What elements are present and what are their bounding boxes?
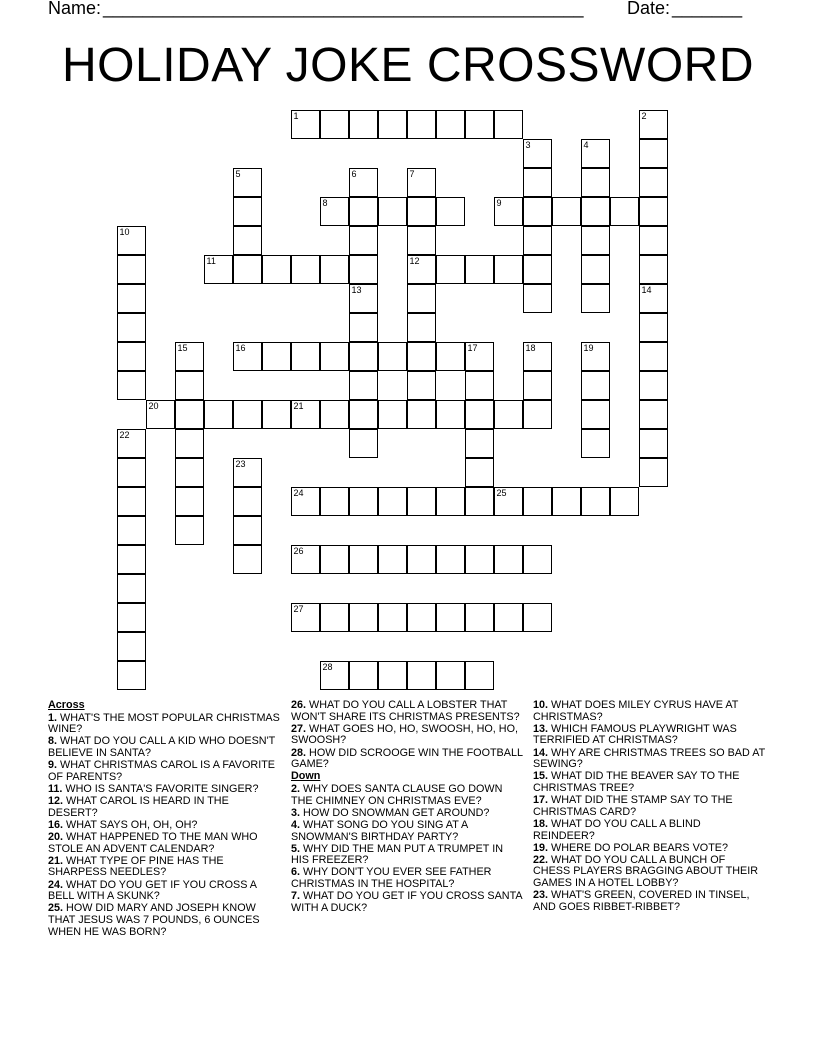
grid-cell[interactable]	[436, 110, 465, 139]
grid-cell[interactable]	[465, 603, 494, 632]
clue-text: WHAT DO YOU CALL A LOBSTER THAT WON'T SHARE ITS CHRISTMAS PRESENTS?	[291, 699, 520, 723]
grid-cell[interactable]	[117, 661, 146, 690]
clue-text: WHAT'S THE MOST POPULAR CHRISTMAS WINE?	[48, 711, 280, 736]
grid-cell[interactable]	[523, 168, 552, 197]
grid-cell[interactable]	[175, 400, 204, 429]
clue-number: 25.	[48, 902, 64, 915]
grid-cell[interactable]	[291, 255, 320, 284]
grid-cell[interactable]	[349, 313, 378, 342]
clue-text: WHO IS SANTA'S FAVORITE SINGER?	[62, 782, 259, 795]
grid-cell[interactable]	[233, 545, 262, 574]
grid-cell[interactable]	[233, 197, 262, 226]
clue-number: 4.	[291, 818, 301, 831]
grid-cell[interactable]	[378, 545, 407, 574]
grid-cell[interactable]	[436, 197, 465, 226]
grid-cell[interactable]	[233, 400, 262, 429]
cell-number: 21	[293, 400, 304, 411]
grid-cell[interactable]	[639, 429, 668, 458]
grid-cell[interactable]	[639, 255, 668, 284]
clue-text: WHAT DID THE BEAVER SAY TO THE CHRISTMAS TREE?	[533, 770, 740, 794]
clue-item	[533, 771, 765, 794]
clue-text: HOW DO SNOWMAN GET AROUND?	[300, 806, 490, 819]
down-heading: Down	[291, 770, 321, 783]
clue-number: 16.	[48, 818, 64, 831]
grid-cell[interactable]	[349, 545, 378, 574]
clue-number: 11.	[48, 782, 63, 795]
grid-cell[interactable]	[523, 400, 552, 429]
grid-cell[interactable]	[523, 226, 552, 255]
clue-column-1	[48, 700, 280, 939]
clue-item	[533, 890, 765, 913]
clue-item	[48, 736, 280, 759]
clue-text: HOW DID MARY AND JOSEPH KNOW THAT JESUS WAS 7 POUNDS, 6 OUNCES WHEN HE WAS BORN?	[48, 902, 260, 938]
grid-cell[interactable]	[523, 139, 552, 168]
cell-number: 13	[351, 284, 362, 295]
clue-text: WHAT CHRISTMAS CAROL IS A FAVORITE OF PARENTS?	[48, 759, 275, 783]
grid-cell[interactable]	[407, 110, 436, 139]
grid-cell[interactable]	[639, 197, 668, 226]
grid-cell[interactable]	[378, 400, 407, 429]
grid-cell[interactable]	[465, 661, 494, 690]
grid-cell[interactable]	[436, 603, 465, 632]
clue-text: WHERE DO POLAR BEARS VOTE?	[548, 841, 729, 854]
grid-cell[interactable]	[436, 661, 465, 690]
grid-cell[interactable]	[320, 110, 349, 139]
clue-text: WHAT'S GREEN, COVERED IN TINSEL, AND GOES RIBBET-RIBBET?	[533, 889, 750, 913]
clue-number: 13.	[533, 722, 549, 735]
clue-item	[48, 760, 280, 783]
grid-cell[interactable]	[581, 342, 610, 371]
cell-number: 24	[293, 487, 304, 498]
cell-number: 27	[293, 603, 304, 614]
clue-item	[48, 796, 280, 819]
grid-cell[interactable]	[639, 313, 668, 342]
clue-item	[48, 784, 280, 796]
grid-cell[interactable]	[349, 400, 378, 429]
clue-text: WHAT TYPE OF PINE HAS THE SHARPESS NEEDLES?	[48, 854, 224, 879]
grid-cell[interactable]	[407, 342, 436, 371]
grid-cell[interactable]	[349, 342, 378, 371]
grid-cell[interactable]	[349, 226, 378, 255]
grid-cell[interactable]	[291, 400, 320, 429]
grid-cell[interactable]	[349, 168, 378, 197]
grid-cell[interactable]	[117, 545, 146, 574]
grid-cell[interactable]	[320, 255, 349, 284]
grid-cell[interactable]	[117, 284, 146, 313]
grid-cell[interactable]	[407, 313, 436, 342]
grid-cell[interactable]	[639, 342, 668, 371]
grid-cell[interactable]	[407, 197, 436, 226]
grid-cell[interactable]	[523, 545, 552, 574]
cell-number: 8	[322, 197, 328, 208]
grid-cell[interactable]	[407, 400, 436, 429]
grid-cell[interactable]	[494, 255, 523, 284]
clue-number: 22.	[533, 853, 549, 866]
grid-cell[interactable]	[494, 603, 523, 632]
grid-cell[interactable]	[407, 284, 436, 313]
grid-cell[interactable]	[117, 516, 146, 545]
clue-text: WHAT CAROL IS HEARD IN THE DESERT?	[48, 795, 229, 819]
date-field[interactable]: _______	[672, 0, 743, 18]
clue-item	[291, 867, 523, 890]
grid-cell[interactable]	[320, 197, 349, 226]
clue-item	[291, 700, 523, 723]
grid-cell[interactable]	[233, 255, 262, 284]
clue-number: 17.	[533, 794, 549, 807]
grid-cell[interactable]	[523, 487, 552, 516]
grid-cell[interactable]	[175, 458, 204, 487]
clue-text: WHAT HAPPENED TO THE MAN WHO STOLE AN ADVENT CALENDAR?	[48, 831, 258, 855]
grid-cell[interactable]	[436, 400, 465, 429]
grid-cell[interactable]	[175, 516, 204, 545]
grid-cell[interactable]	[407, 226, 436, 255]
grid-cell[interactable]	[465, 371, 494, 400]
clue-number: 23.	[533, 889, 549, 902]
cell-number: 23	[235, 458, 246, 469]
clue-number: 9.	[48, 759, 58, 772]
clue-text: WHAT DO YOU GET IF YOU CROSS SANTA WITH A DUCK?	[291, 890, 522, 914]
grid-cell[interactable]	[320, 603, 349, 632]
grid-cell[interactable]	[291, 110, 320, 139]
grid-cell[interactable]	[465, 342, 494, 371]
grid-cell[interactable]	[349, 487, 378, 516]
clue-number: 8.	[48, 735, 58, 748]
clue-item	[48, 713, 280, 736]
grid-cell[interactable]	[581, 400, 610, 429]
cell-number: 26	[293, 545, 304, 556]
grid-cell[interactable]	[117, 371, 146, 400]
grid-cell[interactable]	[349, 197, 378, 226]
grid-cell[interactable]	[233, 342, 262, 371]
grid-cell[interactable]	[436, 255, 465, 284]
clue-item	[533, 724, 765, 747]
grid-cell[interactable]	[581, 429, 610, 458]
grid-cell[interactable]	[581, 487, 610, 516]
grid-cell[interactable]	[494, 197, 523, 226]
grid-cell[interactable]	[523, 342, 552, 371]
grid-cell[interactable]	[494, 110, 523, 139]
clue-text: WHAT SONG DO YOU SING AT A SNOWMAN'S BIRTHDAY PARTY?	[291, 818, 468, 843]
cell-number: 20	[148, 400, 159, 411]
grid-cell[interactable]	[581, 139, 610, 168]
grid-cell[interactable]	[117, 603, 146, 632]
page-title: HOLIDAY JOKE CROSSWORD	[62, 39, 754, 92]
clue-item	[533, 795, 765, 818]
clue-number: 2.	[291, 782, 301, 795]
grid-cell[interactable]	[523, 255, 552, 284]
grid-cell[interactable]	[581, 197, 610, 226]
clue-item	[533, 700, 765, 723]
grid-cell[interactable]	[465, 400, 494, 429]
clue-number: 28.	[291, 746, 307, 759]
grid-cell[interactable]	[117, 226, 146, 255]
grid-cell[interactable]	[175, 342, 204, 371]
grid-cell[interactable]	[233, 487, 262, 516]
clue-text: WHICH FAMOUS PLAYWRIGHT WAS TERRIFIED AT CHRISTMAS?	[533, 722, 737, 747]
clue-number: 7.	[291, 890, 301, 903]
grid-cell[interactable]	[465, 110, 494, 139]
grid-cell[interactable]	[581, 168, 610, 197]
clue-text: WHY ARE CHRISTMAS TREES SO BAD AT SEWING?	[533, 746, 766, 771]
grid-cell[interactable]	[494, 545, 523, 574]
grid-cell[interactable]	[639, 284, 668, 313]
grid-cell[interactable]	[407, 661, 436, 690]
clue-number: 12.	[48, 795, 64, 808]
grid-cell[interactable]	[117, 487, 146, 516]
grid-cell[interactable]	[523, 197, 552, 226]
grid-cell[interactable]	[233, 168, 262, 197]
clue-item	[291, 724, 523, 747]
grid-cell[interactable]	[407, 371, 436, 400]
clue-number: 20.	[48, 831, 64, 844]
across-heading: Across	[48, 699, 85, 711]
cell-number: 11	[206, 255, 216, 266]
grid-cell[interactable]	[436, 487, 465, 516]
clue-text: WHAT DO YOU GET IF YOU CROSS A BELL WITH A SKUNK?	[48, 878, 257, 903]
grid-cell[interactable]	[175, 371, 204, 400]
grid-cell[interactable]	[639, 371, 668, 400]
grid-cell[interactable]	[407, 168, 436, 197]
cell-number: 14	[641, 284, 652, 295]
clue-number: 5.	[291, 842, 301, 855]
grid-cell[interactable]	[262, 342, 291, 371]
cell-number: 2	[641, 110, 647, 121]
cell-number: 4	[583, 139, 589, 150]
clue-number: 6.	[291, 866, 301, 879]
grid-cell[interactable]	[291, 487, 320, 516]
cell-number: 16	[235, 342, 246, 353]
date-label: Date:	[627, 0, 671, 18]
clue-number: 19.	[533, 841, 549, 854]
name-label: Name:	[48, 0, 102, 18]
grid-cell[interactable]	[639, 226, 668, 255]
clue-item	[533, 843, 765, 855]
grid-cell[interactable]	[465, 429, 494, 458]
grid-cell[interactable]	[320, 487, 349, 516]
grid-cell[interactable]	[639, 139, 668, 168]
grid-cell[interactable]	[378, 110, 407, 139]
grid-cell[interactable]	[465, 545, 494, 574]
clue-number: 27.	[291, 722, 307, 735]
grid-cell[interactable]	[436, 342, 465, 371]
clue-item	[533, 855, 765, 890]
grid-cell[interactable]	[146, 400, 175, 429]
cell-number: 9	[496, 197, 502, 208]
clue-text: WHY DON'T YOU EVER SEE FATHER CHRISTMAS IN THE HOSPITAL?	[291, 866, 492, 891]
grid-cell[interactable]	[117, 255, 146, 284]
clue-text: WHAT DO YOU CALL A BUNCH OF CHESS PLAYERS BRAGGING ABOUT THEIR GAMES IN A HOTEL LOBBY?	[533, 853, 758, 890]
clue-text: WHY DOES SANTA CLAUSE GO DOWN THE CHIMNEY ON CHRISTMAS EVE?	[291, 782, 503, 807]
clue-item	[291, 784, 523, 807]
clue-number: 24.	[48, 878, 64, 891]
grid-cell[interactable]	[117, 458, 146, 487]
cell-number: 28	[322, 661, 333, 672]
grid-cell[interactable]	[494, 487, 523, 516]
grid-cell[interactable]	[233, 516, 262, 545]
grid-cell[interactable]	[320, 400, 349, 429]
grid-cell[interactable]	[581, 371, 610, 400]
clue-number: 10.	[533, 699, 549, 711]
grid-cell[interactable]	[407, 255, 436, 284]
grid-cell[interactable]	[523, 603, 552, 632]
clue-item	[533, 819, 765, 842]
cell-number: 12	[409, 255, 420, 266]
grid-cell[interactable]	[291, 342, 320, 371]
grid-cell[interactable]	[378, 661, 407, 690]
grid-cell[interactable]	[291, 545, 320, 574]
grid-cell[interactable]	[262, 400, 291, 429]
grid-cell[interactable]	[378, 342, 407, 371]
clue-text: WHAT GOES HO, HO, SWOOSH, HO, HO, SWOOSH?	[291, 722, 518, 747]
grid-cell[interactable]	[204, 255, 233, 284]
grid-cell[interactable]	[117, 342, 146, 371]
grid-cell[interactable]	[349, 110, 378, 139]
grid-cell[interactable]	[581, 226, 610, 255]
grid-cell[interactable]	[175, 487, 204, 516]
grid-cell[interactable]	[378, 197, 407, 226]
grid-cell[interactable]	[581, 255, 610, 284]
grid-cell[interactable]	[204, 400, 233, 429]
grid-cell[interactable]	[523, 284, 552, 313]
clue-item	[48, 880, 280, 903]
cell-number: 17	[467, 342, 478, 353]
cell-number: 25	[496, 487, 507, 498]
grid-cell[interactable]	[262, 255, 291, 284]
clue-number: 14.	[533, 746, 549, 759]
grid-cell[interactable]	[610, 487, 639, 516]
cell-number: 1	[293, 110, 299, 121]
grid-cell[interactable]	[465, 255, 494, 284]
grid-cell[interactable]	[349, 661, 378, 690]
clue-item	[48, 856, 280, 879]
grid-cell[interactable]	[233, 226, 262, 255]
grid-cell[interactable]	[320, 342, 349, 371]
cell-number: 22	[119, 429, 130, 440]
grid-cell[interactable]	[639, 400, 668, 429]
clue-number: 21.	[48, 854, 64, 867]
grid-cell[interactable]	[320, 661, 349, 690]
clue-item	[291, 748, 523, 771]
cell-number: 3	[525, 139, 531, 150]
grid-cell[interactable]	[117, 429, 146, 458]
grid-cell[interactable]	[349, 284, 378, 313]
clue-text: WHAT DO YOU CALL A BLIND REINDEER?	[533, 817, 701, 842]
grid-cell[interactable]	[436, 545, 465, 574]
grid-cell[interactable]	[349, 255, 378, 284]
name-field[interactable]: ________________________________________________	[103, 0, 584, 18]
clue-number: 3.	[291, 806, 301, 819]
grid-cell[interactable]	[639, 110, 668, 139]
cell-number: 6	[351, 168, 357, 179]
grid-cell[interactable]	[378, 603, 407, 632]
grid-cell[interactable]	[349, 603, 378, 632]
grid-cell[interactable]	[117, 574, 146, 603]
clue-number: 26.	[291, 699, 307, 711]
grid-cell[interactable]	[349, 429, 378, 458]
clue-item	[291, 820, 523, 843]
grid-cell[interactable]	[407, 603, 436, 632]
grid-cell[interactable]	[117, 632, 146, 661]
grid-cell[interactable]	[349, 371, 378, 400]
clue-item	[48, 832, 280, 855]
grid-cell[interactable]	[465, 458, 494, 487]
clue-text: WHY DID THE MAN PUT A TRUMPET IN HIS FREEZER?	[291, 842, 503, 867]
clue-number: 15.	[533, 770, 549, 783]
cell-number: 18	[525, 342, 536, 353]
grid-cell[interactable]	[523, 371, 552, 400]
clue-item	[291, 891, 523, 914]
clue-item	[48, 820, 280, 832]
cell-number: 19	[583, 342, 594, 353]
grid-cell[interactable]	[494, 400, 523, 429]
cell-number: 10	[119, 226, 130, 237]
grid-cell[interactable]	[117, 313, 146, 342]
grid-cell[interactable]	[581, 284, 610, 313]
grid-cell[interactable]	[320, 545, 349, 574]
grid-cell[interactable]	[639, 458, 668, 487]
grid-cell[interactable]	[407, 487, 436, 516]
grid-cell[interactable]	[465, 487, 494, 516]
grid-cell[interactable]	[639, 168, 668, 197]
clue-column-3	[533, 700, 765, 914]
grid-cell[interactable]	[552, 487, 581, 516]
grid-cell[interactable]	[378, 487, 407, 516]
clue-item	[48, 903, 280, 938]
grid-cell[interactable]	[233, 458, 262, 487]
clue-item	[533, 748, 765, 771]
grid-cell[interactable]	[175, 429, 204, 458]
clue-text: HOW DID SCROOGE WIN THE FOOTBALL GAME?	[291, 746, 523, 771]
grid-cell[interactable]	[552, 197, 581, 226]
clue-number: 18.	[533, 817, 549, 830]
grid-cell[interactable]	[291, 603, 320, 632]
grid-cell[interactable]	[407, 545, 436, 574]
clue-text: WHAT DO YOU CALL A KID WHO DOESN'T BELIEVE IN SANTA?	[48, 735, 276, 759]
cell-number: 5	[235, 168, 241, 179]
clue-text: WHAT DID THE STAMP SAY TO THE CHRISTMAS CARD?	[533, 794, 733, 818]
clue-column-2	[291, 700, 523, 915]
clue-number: 1.	[48, 711, 58, 724]
clue-item	[291, 808, 523, 820]
clue-text: WHAT SAYS OH, OH, OH?	[63, 818, 198, 831]
cell-number: 7	[409, 168, 415, 179]
cell-number: 15	[177, 342, 188, 353]
clue-text: WHAT DOES MILEY CYRUS HAVE AT CHRISTMAS?	[533, 699, 739, 723]
grid-cell[interactable]	[610, 197, 639, 226]
clue-item	[291, 844, 523, 867]
